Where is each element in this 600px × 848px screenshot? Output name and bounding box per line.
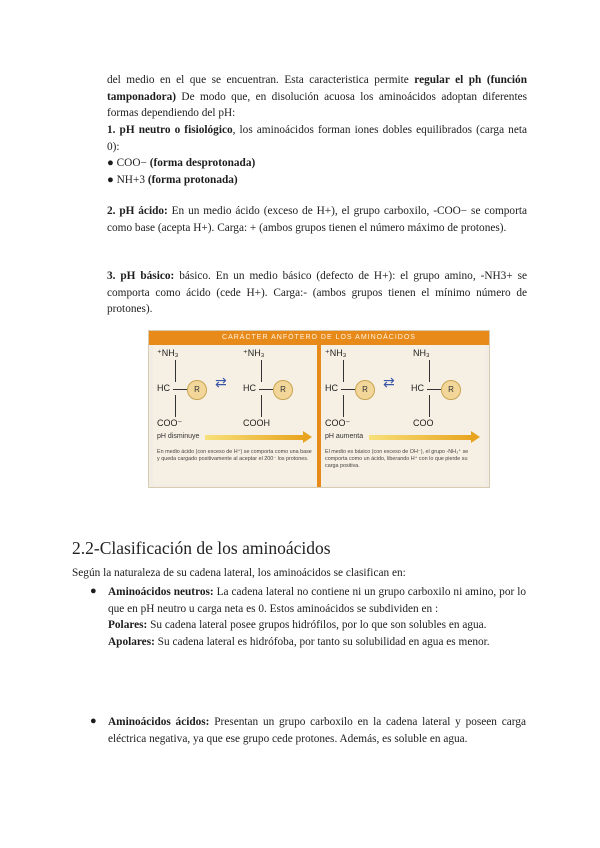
bond-line	[341, 389, 355, 390]
carboxyl-label: COOH	[243, 418, 270, 428]
bullet-dot-icon: ●	[90, 715, 97, 727]
bond-line	[427, 389, 441, 390]
paragraph-neutral-ph	[107, 122, 527, 188]
r-group-circle: R	[273, 380, 293, 400]
hc-label: HC	[411, 383, 424, 393]
carboxyl-label: COO⁻	[325, 418, 351, 428]
paragraph-basic-ph	[107, 268, 527, 318]
figure-caption-base: El medio es básico (con exceso de OH⁻), el grupo -NH₃⁺ se comporta como un ácido, liberando H⁺ con lo que pierde su carga positiva.	[325, 449, 469, 469]
item-text: La cadena lateral no contiene ni un grupo carboxilo ni amino, por lo que en pH neutro u carga neta es 0. Estos aminoácidos se subdividen en :	[108, 586, 526, 615]
sub-label-apolar: Apolares:	[108, 635, 155, 648]
equilibrium-arrow-icon: ⇄	[215, 375, 227, 391]
ph-arrow-bar	[205, 435, 305, 440]
bond-line	[429, 395, 430, 417]
bond-line	[429, 360, 430, 382]
case-label: 1. pH neutro o fisiológico	[107, 124, 233, 136]
sub-text-polar: Su cadena lateral posee grupos hidrófilos, por lo que son solubles en agua.	[147, 619, 487, 632]
bullet-text: ● NH+3	[107, 173, 148, 186]
text-span: De modo que, en disolución acuosa los aminoácidos adoptan diferentes formas dependiendo del pH:	[107, 90, 527, 120]
r-group-circle: R	[187, 380, 207, 400]
figure-header: CARÁCTER ANFÓTERO DE LOS AMINOÁCIDOS	[149, 331, 489, 345]
bold-text: (función tamponadora)	[107, 74, 527, 103]
case-text: , los aminoácidos forman iones dobles equilibrados (carga neta 0):	[107, 124, 527, 153]
bullet-dot-icon: ●	[90, 585, 97, 597]
bond-line	[261, 395, 262, 417]
hc-label: HC	[325, 383, 338, 393]
section-intro: Según la naturaleza de su cadena lateral, los aminoácidos se clasifican en:	[72, 567, 406, 579]
bond-line	[175, 395, 176, 417]
list-item-acidic	[108, 714, 526, 747]
ph-down-label: pH disminuye	[157, 433, 200, 440]
text-span: del medio en el que se encuentran. Esta caracteristica permite	[107, 74, 415, 86]
r-group-circle: R	[355, 380, 375, 400]
figure-panel-acid	[153, 345, 317, 485]
case-label: 2. pH ácido:	[107, 205, 168, 217]
ph-arrow-bar	[369, 435, 473, 440]
amphoteric-figure	[148, 330, 490, 488]
item-text: Presentan un grupo carboxilo en la cadena lateral y poseen carga eléctrica negativa, ya que ese grupo cede protones. Además, es soluble en agua.	[108, 716, 526, 745]
item-label: Aminoácidos ácidos:	[108, 716, 210, 728]
bond-line	[175, 360, 176, 382]
amino-group-label: ⁺NH₃	[325, 348, 347, 358]
sub-text-apolar: Su cadena lateral es hidrófoba, por tanto su solubilidad en agua es menor.	[154, 635, 490, 648]
amino-group-label: NH₃	[413, 348, 430, 358]
r-group-circle: R	[441, 380, 461, 400]
bond-line	[343, 360, 344, 382]
sub-label-polar: Polares:	[108, 619, 148, 632]
bond-line	[173, 389, 187, 390]
bond-line	[261, 360, 262, 382]
paragraph-buffer	[107, 72, 527, 122]
amino-group-label: ⁺NH₃	[243, 348, 265, 358]
bullet-text: ● COO−	[107, 157, 150, 170]
hc-label: HC	[157, 383, 170, 393]
figure-panel-base	[321, 345, 485, 485]
hc-label: HC	[243, 383, 256, 393]
item-label: Aminoácidos neutros:	[108, 586, 214, 598]
arrow-right-icon	[303, 431, 312, 443]
ph-up-label: pH aumenta	[325, 433, 364, 440]
list-item-neutral	[108, 584, 526, 650]
bullet-nh3	[107, 172, 527, 189]
carboxyl-label: COO⁻	[157, 418, 183, 428]
amino-group-label: ⁺NH₃	[157, 348, 179, 358]
bond-line	[259, 389, 273, 390]
section-heading: 2.2-Clasificación de los aminoácidos	[72, 538, 331, 558]
bullet-coo	[107, 155, 527, 172]
case-text: básico. En un medio básico (defecto de H+): el grupo amino, -NH3+ se comporta como ácido (cede H+). Carga:- (ambos grupos tienen el mínimo número de protones).	[107, 270, 527, 316]
paragraph-acid-ph	[107, 203, 527, 236]
case-label: 3. pH básico:	[107, 270, 175, 282]
bullet-bold: (forma protonada)	[147, 173, 238, 186]
bond-line	[343, 395, 344, 417]
arrow-right-icon	[471, 431, 480, 443]
figure-caption-acid: En medio ácido (con exceso de H⁺) se comporta como una base y queda cargado positivamente al aceptar el 200⁻ los protones.	[157, 449, 312, 462]
bold-text: regular el ph	[414, 74, 482, 86]
equilibrium-arrow-icon: ⇄	[383, 375, 395, 391]
case-text: En un medio ácido (exceso de H+), el grupo carboxilo, -COO− se comporta como base (acepta H+). Carga: + (ambos grupos tienen el número máximo de protones).	[107, 205, 527, 234]
bullet-bold: (forma desprotonada)	[149, 157, 256, 170]
carboxyl-label: COO	[413, 418, 434, 428]
